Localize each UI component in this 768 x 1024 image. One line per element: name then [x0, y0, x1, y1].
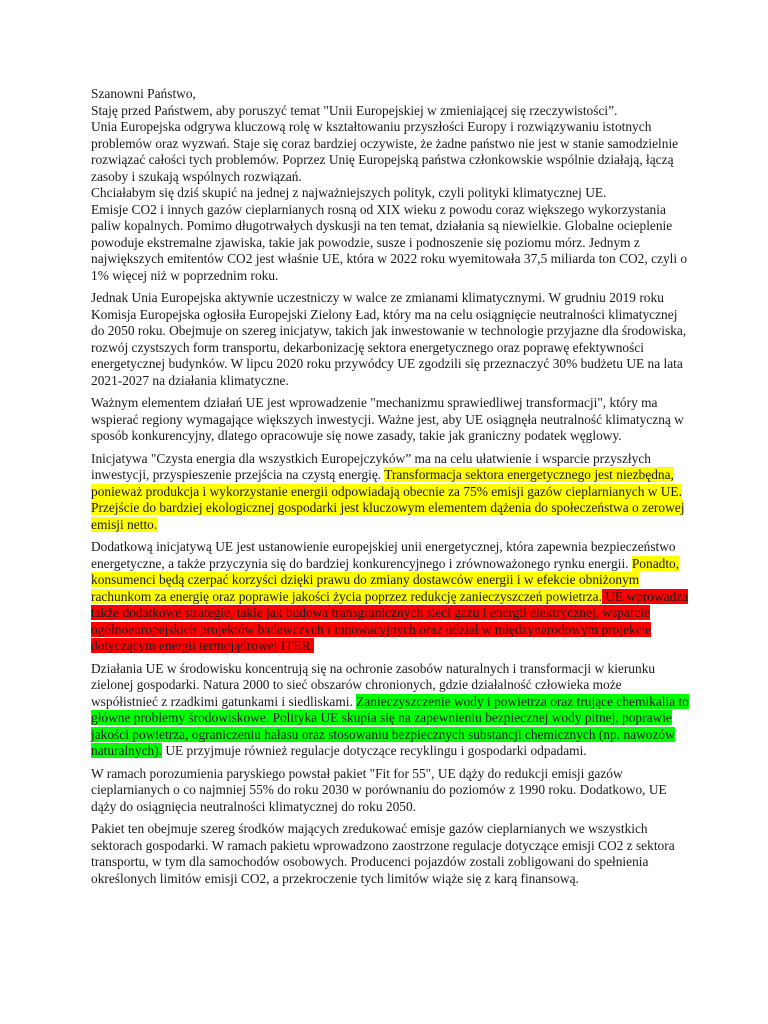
text-segment: Dodatkową inicjatywą UE jest ustanowienie europejskiej unii energetycznej, która zapewnia bezpieczeństwo energetyczne, a także przyczynia się do bardziej konkurencyjnego i zrównoważonego rynku energii.	[91, 539, 676, 571]
text-segment: Unia Europejska odgrywa kluczową rolę w kształtowaniu przyszłości Europy i rozwiązywaniu istotnych problemów oraz wyzwań. Staje się coraz bardziej oczywiste, że żadne państwo nie jest w stanie samodzielnie rozwiązać całości tych problemów. Poprzez Unię Europejską państwa członkowskie wspólnie działają, łączą zasoby i szukają wspólnych rozwiązań.	[91, 119, 679, 184]
paragraph-3	[91, 119, 691, 185]
text-segment: UE przyjmuje również regulacje dotyczące recyklingu i gospodarki odpadami.	[162, 743, 587, 758]
paragraph-8	[91, 451, 691, 534]
highlighted-text-red: UE wprowadza także dodatkowe strategie, takie jak budowa transgranicznych sieci gazu i energii elektrycznej, wsparcie ogólnoeuropejskich projektów badawczych i innowacyjnych oraz udział w międzynarodowym projekcie dotyczącym energii termojądrowej ITER.	[91, 588, 689, 653]
document-page	[91, 86, 691, 893]
text-segment: Pakiet ten obejmuje szereg środków mających zredukować emisje gazów cieplarnianych we wszystkich sektorach gospodarki. W ramach pakietu wprowadzono zaostrzone regulacje dotyczące emisji CO2 z sektora transportu, w tym dla samochodów osobowych. Producenci pojazdów zostali zobligowani do spełnienia określonych limitów emisji CO2, a przekroczenie tych limitów wiąże się z karą finansową.	[91, 821, 675, 886]
paragraph-4	[91, 185, 691, 202]
paragraph-5	[91, 202, 691, 285]
text-segment: Chciałabym się dziś skupić na jednej z najważniejszych polityk, czyli polityki klimatycznej UE.	[91, 185, 607, 200]
paragraph-9	[91, 539, 691, 655]
paragraph-11	[91, 766, 691, 816]
text-segment: Staję przed Państwem, aby poruszyć temat "Unii Europejskiej w zmieniającej się rzeczywistości”.	[91, 102, 618, 118]
paragraph-1	[91, 86, 691, 103]
paragraph-10	[91, 661, 691, 760]
text-segment: Działania UE w środowisku koncentrują się na ochronie zasobów naturalnych i transformacji w kierunku zielonej gospodarki. Natura 2000 to sieć obszarów chronionych, gdzie działalność człowieka może współistnieć z rzadkimi gatunkami i siedliskami.	[91, 660, 656, 709]
paragraph-7	[91, 395, 691, 445]
text-segment: Inicjatywa "Czysta energia dla wszystkich Europejczyków” ma na celu ułatwienie i wsparcie przyszłych inwestycji, przyspieszenie przejścia na czystą energię.	[91, 450, 651, 482]
paragraph-2	[91, 103, 691, 120]
highlighted-text-green: Zanieczyszczenie wody i powietrza oraz trujące chemikalia to główne problemy środowiskowe. Polityka UE skupia się na zapewnieniu bezpiecznej wody pitnej, poprawie jakości powietrza, ograniczeniu hałasu oraz stosowaniu bezpiecznych substancji chemicznych (np. nawozów naturalnych).	[91, 693, 689, 758]
highlighted-text-yellow: Ponadto, konsumenci będą czerpać korzyści dzięki prawu do zmiany dostawców energii i w efekcie obniżonym rachunkom za energię oraz poprawie jakości życia poprzez redukcję zanieczyszczeń powietrza.	[91, 555, 680, 604]
text-segment: Ważnym elementem działań UE jest wprowadzenie "mechanizmu sprawiedliwej transformacji", który ma wspierać regiony wymagające większych inwestycji. Ważne jest, aby UE osiągnęła neutralność klimatyczną w sposób konkurencyjny, dlatego opracowuje się nowe zasady, takie jak graniczny podatek węglowy.	[91, 395, 684, 443]
text-segment: W ramach porozumienia paryskiego powstał pakiet "Fit for 55", UE dąży do redukcji emisji gazów cieplarnianych o co najmniej 55% do roku 2030 w porównaniu do poziomów z 1990 roku. Dodatkowo, UE dąży do osiągnięcia neutralności klimatycznej do roku 2050.	[91, 765, 667, 814]
text-segment: Szanowni Państwo,	[91, 86, 196, 101]
paragraph-6	[91, 290, 691, 389]
paragraph-12	[91, 821, 691, 887]
highlighted-text-yellow: Transformacja sektora energetycznego jest niezbędna, ponieważ produkcja i wykorzystanie energii odpowiadają obecnie za 75% emisji gazów cieplarnianych w UE. Przejście do bardziej ekologicznej gospodarki jest kluczowym elementem dążenia do społeczeństwa o zerowej emisji netto.	[91, 467, 685, 532]
text-segment: Emisje CO2 i innych gazów cieplarnianych rosną od XIX wieku z powodu coraz większego wykorzystania paliw kopalnych. Pomimo długotrwałych dyskusji na ten temat, działania są niewielkie. Globalne ocieplenie powoduje ekstremalne zjawiska, takie jak powodzie, susze i podnoszenie się poziomu mórz. Jednym z największych emitentów CO2 jest właśnie UE, która w 2022 roku wyemitowała 37,5 miliarda ton CO2, czyli o 1% więcej niż w poprzednim roku.	[91, 201, 688, 283]
text-segment: Jednak Unia Europejska aktywnie uczestniczy w walce ze zmianami klimatycznymi. W grudniu 2019 roku Komisja Europejska ogłosiła Europejski Zielony Ład, który ma na celu osiągnięcie neutralności klimatycznej do 2050 roku. Obejmuje on szereg inicjatyw, takich jak inwestowanie w technologie przyjazne dla środowiska, rozwój czystszych form transportu, dekarbonizację sektora energetycznego oraz poprawę efektywności energetycznej budynków. W lipcu 2020 roku przywódcy UE zgodzili się przeznaczyć 30% budżetu UE na lata 2021-2027 na działania klimatyczne.	[91, 290, 687, 388]
